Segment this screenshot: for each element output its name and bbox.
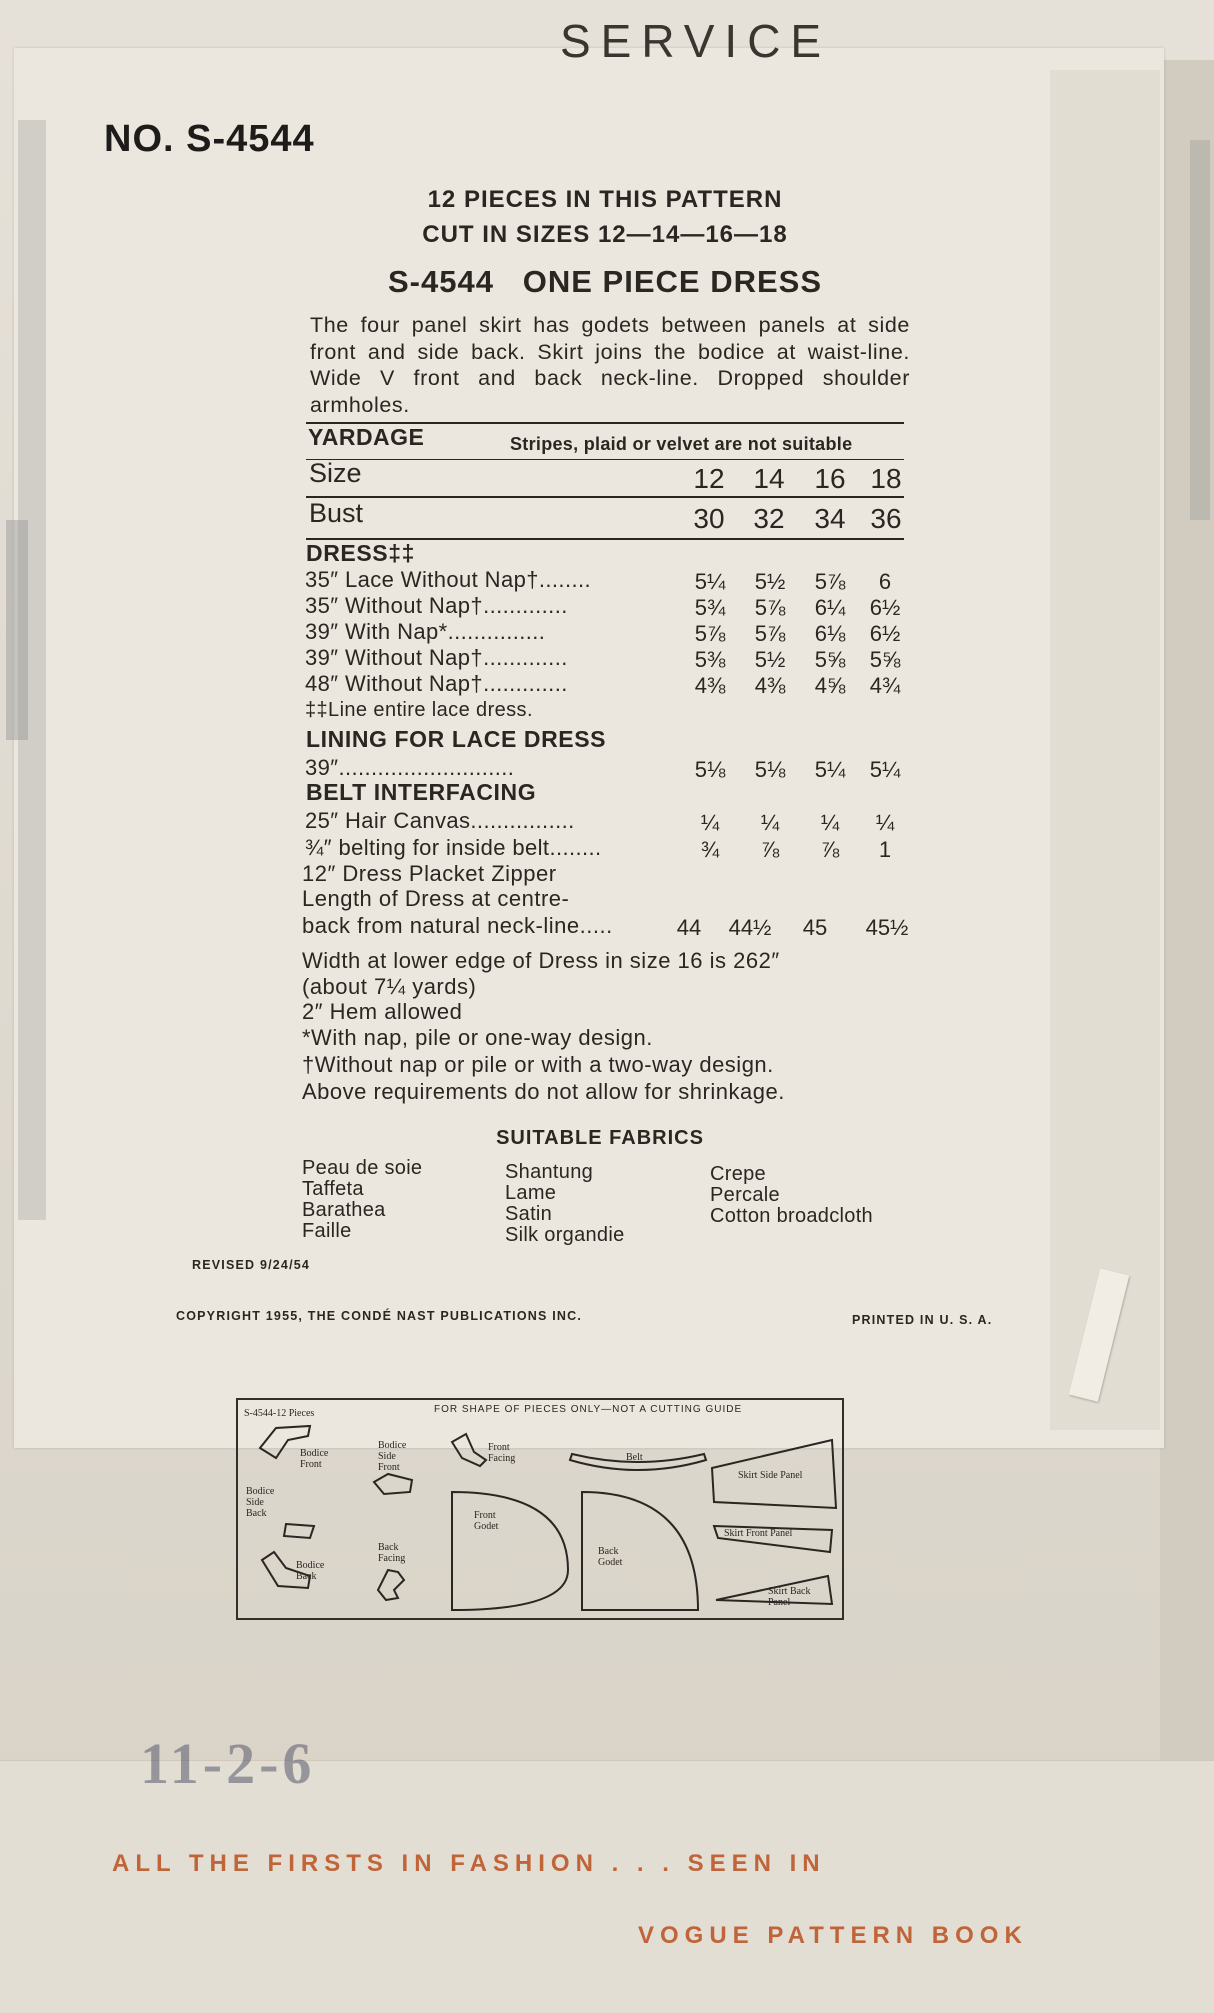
yardage-row	[305, 567, 591, 593]
yardage-value: 5¼	[869, 757, 901, 782]
row-dots: .............	[483, 671, 568, 696]
row-label: 35″ Lace Without Nap†	[305, 567, 539, 592]
yardage-value: 5⅛	[694, 757, 726, 782]
bust-value: 36	[870, 503, 902, 534]
yardage-note: Stripes, plaid or velvet are not suitable	[510, 434, 853, 454]
label-front-facing: Front Facing	[488, 1442, 516, 1464]
right-gray-stripe	[1190, 140, 1210, 520]
row-label: 39″	[305, 755, 339, 780]
printed-in-line: PRINTED IN U. S. A.	[852, 1313, 993, 1327]
length-line-1: Length of Dress at centre-	[302, 886, 570, 911]
fabric-item: Cotton broadcloth	[710, 1205, 873, 1227]
yardage-value: 5¼	[814, 757, 846, 782]
rule-size	[306, 459, 904, 460]
no-nap-note: †Without nap or pile or with a two-way design.	[302, 1052, 774, 1077]
label-bodice-side-back: Bodice Side Back	[246, 1486, 275, 1519]
length-value: 44½	[728, 915, 772, 940]
yardage-value: 5¼	[694, 569, 726, 594]
yardage-row	[305, 619, 545, 645]
diagram-title: S-4544-12 Pieces	[244, 1408, 315, 1419]
yardage-value: ¼	[700, 810, 720, 835]
envelope-bottom-flap	[0, 1760, 1214, 2013]
hem-line: 2″ Hem allowed	[302, 999, 463, 1024]
label-bodice-front: Bodice Front	[300, 1448, 329, 1470]
fabric-item: Lame	[505, 1182, 557, 1204]
length-label: back from natural neck-line	[302, 913, 580, 938]
row-dots: ...........................	[338, 755, 515, 780]
label-belt: Belt	[626, 1452, 643, 1463]
bust-value: 34	[814, 503, 846, 534]
pattern-pieces-diagram	[236, 1398, 844, 1620]
yardage-value: 6½	[869, 595, 901, 620]
fabric-item: Faille	[302, 1220, 352, 1242]
pieces-count: 12 PIECES IN THIS PATTERN	[427, 186, 783, 213]
bodice-side-front-piece	[374, 1474, 412, 1494]
yardage-value: 6½	[869, 621, 901, 646]
label-back-godet: Back Godet	[598, 1546, 623, 1568]
bust-label: Bust	[309, 498, 364, 528]
yardage-value: 5¾	[694, 595, 726, 620]
yardage-row	[305, 645, 568, 671]
size-value: 18	[870, 463, 902, 494]
yardage-row	[305, 671, 568, 697]
fabric-item: Peau de soie	[302, 1157, 423, 1179]
yardage-value: 5⅞	[814, 569, 846, 594]
fabrics-column-1	[302, 1158, 422, 1242]
yardage-value: ¾	[700, 837, 720, 862]
slogan-line-1: ALL THE FIRSTS IN FASHION . . . SEEN IN	[112, 1850, 826, 1877]
pattern-description: The four panel skirt has godets between panels at side front and side back. Skirt joins the bodice at waist-line. Wide V front and back neck-line. Dropped shoulder armholes.	[310, 313, 910, 417]
fabric-item: Satin	[505, 1203, 553, 1225]
size-value: 14	[753, 463, 785, 494]
yardage-value: 5⅝	[869, 647, 901, 672]
yardage-value: 6	[878, 569, 892, 594]
row-dots: .............	[483, 645, 568, 670]
row-dots: ........	[549, 835, 602, 860]
fabric-item: Shantung	[505, 1161, 594, 1183]
nap-note: *With nap, pile or one-way design.	[302, 1025, 653, 1050]
width-line-2: (about 7¼ yards)	[302, 974, 477, 999]
fabric-item: Barathea	[302, 1199, 386, 1221]
length-dots: .....	[579, 913, 613, 938]
fabric-item: Percale	[710, 1184, 780, 1206]
cut-sizes: CUT IN SIZES 12—14—16—18	[422, 221, 788, 248]
pattern-title: S-4544 ONE PIECE DRESS	[387, 264, 823, 299]
rule-bust	[306, 496, 904, 498]
yardage-value: 5⅛	[754, 757, 786, 782]
row-label: 35″ Without Nap†	[305, 593, 484, 618]
yardage-value: 6⅛	[814, 621, 846, 646]
yardage-row	[305, 808, 575, 834]
length-value: 44	[676, 915, 702, 940]
copyright-line: COPYRIGHT 1955, THE CONDÉ NAST PUBLICATIONS INC.	[176, 1309, 583, 1323]
front-facing-piece	[452, 1434, 486, 1466]
yardage-value: ⅞	[820, 837, 840, 862]
lining-heading: LINING FOR LACE DRESS	[306, 726, 607, 752]
yardage-value: 5⅜	[694, 647, 726, 672]
dress-heading: DRESS‡‡	[306, 540, 416, 566]
row-dots: .............	[483, 593, 568, 618]
label-skirt-front-panel: Skirt Front Panel	[724, 1528, 793, 1539]
label-front-godet: Front Godet	[474, 1510, 499, 1532]
fabric-item: Silk organdie	[505, 1224, 625, 1246]
yardage-value: 5⅞	[754, 595, 786, 620]
row-dots: ........	[538, 567, 591, 592]
yardage-row	[305, 755, 514, 781]
size-value: 16	[814, 463, 846, 494]
insert-shadow-strip	[1050, 70, 1160, 1430]
label-bodice-side-front: Bodice Side Front	[378, 1440, 407, 1473]
fabrics-column-2	[505, 1162, 625, 1246]
yardage-value: 5⅞	[754, 621, 786, 646]
bodice-side-back-piece	[284, 1524, 314, 1538]
row-label: ¾″ belting for inside belt	[305, 835, 550, 860]
left-gray-stripe-lower	[6, 520, 28, 740]
yardage-value: ¼	[760, 810, 780, 835]
pieces-drawing	[238, 1400, 842, 1618]
label-bodice-back: Bodice Back	[296, 1560, 325, 1582]
fabrics-heading: SUITABLE FABRICS	[496, 1127, 704, 1149]
inventory-stamp: 11-2-6	[140, 1731, 316, 1796]
row-label: 39″ Without Nap†	[305, 645, 484, 670]
row-dots: ...............	[447, 619, 546, 644]
yardage-row	[305, 835, 602, 861]
yardage-value: 1	[878, 837, 892, 862]
bust-value: 30	[693, 503, 725, 534]
yardage-row	[305, 593, 568, 619]
belt-heading: BELT INTERFACING	[306, 779, 537, 805]
row-dots: ................	[470, 808, 575, 833]
yardage-value: 5½	[754, 647, 786, 672]
row-label: 48″ Without Nap†	[305, 671, 484, 696]
yardage-value: ⅞	[760, 837, 780, 862]
yardage-value: ¼	[875, 810, 895, 835]
revised-date: REVISED 9/24/54	[192, 1258, 311, 1272]
yardage-value: ¼	[820, 810, 840, 835]
fabrics-column-3	[710, 1164, 873, 1227]
label-skirt-back-panel: Skirt Back Panel	[768, 1586, 811, 1608]
yardage-value: 5½	[754, 569, 786, 594]
back-facing-piece	[378, 1570, 404, 1600]
diagram-note: FOR SHAPE OF PIECES ONLY—NOT A CUTTING GUIDE	[434, 1404, 743, 1415]
yardage-value: 6¼	[814, 595, 846, 620]
fabric-item: Taffeta	[302, 1178, 364, 1200]
yardage-value: 4⅝	[814, 673, 846, 698]
yardage-heading: YARDAGE	[308, 424, 425, 450]
pattern-number: NO. S-4544	[104, 118, 315, 160]
yardage-value: 4⅜	[694, 673, 726, 698]
service-header: SERVICE	[560, 15, 832, 67]
zipper-line: 12″ Dress Placket Zipper	[302, 861, 557, 886]
bust-value: 32	[753, 503, 785, 534]
size-label: Size	[309, 458, 362, 488]
row-label: 25″ Hair Canvas	[305, 808, 471, 833]
yardage-value: 4⅜	[754, 673, 786, 698]
length-line-2	[302, 913, 613, 939]
length-value: 45	[802, 915, 828, 940]
size-value: 12	[693, 463, 725, 494]
width-line-1: Width at lower edge of Dress in size 16 is 262″	[302, 948, 780, 973]
yardage-value: 5⅞	[694, 621, 726, 646]
slogan-line-2: VOGUE PATTERN BOOK	[638, 1922, 1028, 1949]
length-value: 45½	[865, 915, 909, 940]
lace-note: ‡‡Line entire lace dress.	[305, 699, 533, 721]
shrinkage-note: Above requirements do not allow for shrinkage.	[302, 1079, 785, 1104]
label-skirt-side-panel: Skirt Side Panel	[738, 1470, 803, 1481]
fabric-item: Crepe	[710, 1163, 766, 1185]
yardage-value: 4¾	[869, 673, 901, 698]
yardage-value: 5⅝	[814, 647, 846, 672]
label-back-facing: Back Facing	[378, 1542, 406, 1564]
row-label: 39″ With Nap*	[305, 619, 448, 644]
